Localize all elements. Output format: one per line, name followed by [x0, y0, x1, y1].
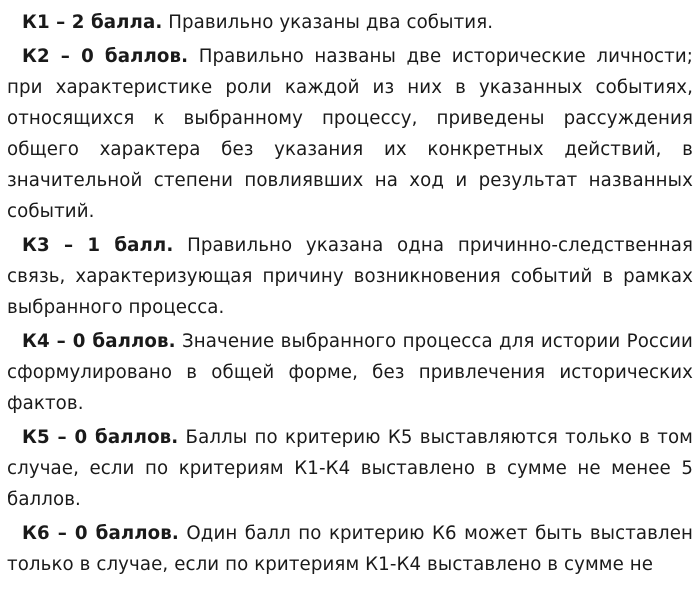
criterion-k3	[7, 230, 693, 323]
criterion-k6	[7, 518, 693, 580]
criterion-label: К6 – 0 баллов.	[22, 523, 179, 544]
criterion-text: Баллы по критерию К5 выставляются только в том случае, если по критериям К1-К4 выставлено в сумме не менее 5 баллов.	[7, 427, 693, 510]
criterion-k1	[7, 7, 693, 38]
criterion-text: Правильно указаны два события.	[168, 12, 494, 33]
criterion-label: К1 – 2 балла.	[22, 12, 163, 33]
criterion-text: Правильно названы две исторические личности; при характеристике роли каждой из них в указанных событиях, относящихся к выбранному процессу, приведены рассуждения общего характера без указания их конкретных действий, в значительной степени повлиявших на ход и результат названных событий.	[7, 46, 693, 222]
criterion-k4	[7, 326, 693, 419]
criterion-text: Значение выбранного процесса для истории России сформулировано в общей форме, без привлечения исторических фактов.	[7, 331, 693, 414]
criterion-k5	[7, 422, 693, 515]
criterion-label: К2 – 0 баллов.	[22, 46, 189, 67]
criterion-label: К4 – 0 баллов.	[22, 331, 176, 352]
criterion-text: Один балл по критерию К6 может быть выставлен только в случае, если по критериям К1-К4 выставлено в сумме не	[7, 523, 693, 575]
document-body	[7, 7, 693, 583]
criterion-label: К5 – 0 баллов.	[22, 427, 179, 448]
criterion-k2	[7, 41, 693, 227]
criterion-text: Правильно указана одна причинно-следственная связь, характеризующая причину возникновения событий в рамках выбранного процесса.	[7, 235, 693, 318]
criterion-label: К3 – 1 балл.	[22, 235, 174, 256]
